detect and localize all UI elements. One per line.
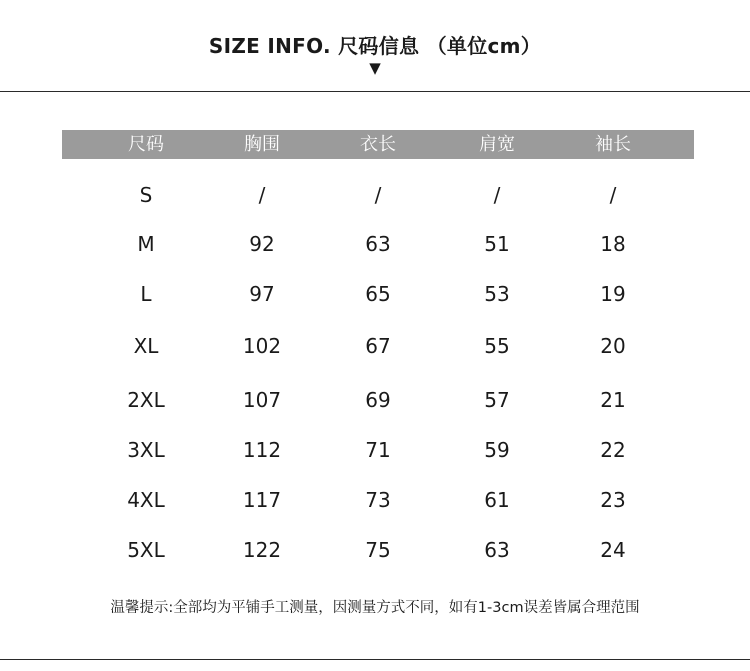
table-cell: 20 — [600, 334, 626, 358]
table-cell: 53 — [484, 282, 510, 306]
table-row — [62, 331, 694, 361]
column-header-length: 衣长 — [360, 134, 396, 155]
measurement-note: 温馨提示:全部均为平铺手工测量，因测量方式不同，如有1-3cm误差皆属合理范围 — [110, 600, 640, 616]
table-cell: 4XL — [127, 488, 165, 512]
table-row — [62, 180, 694, 210]
table-row — [62, 229, 694, 259]
table-cell: 51 — [484, 232, 510, 256]
table-cell: 22 — [600, 438, 626, 462]
table-cell: / — [258, 183, 266, 207]
table-cell: 21 — [600, 388, 626, 412]
table-cell: 97 — [249, 282, 275, 306]
table-cell: 61 — [484, 488, 510, 512]
table-row — [62, 485, 694, 515]
column-header-chest: 胸围 — [244, 134, 280, 155]
table-cell: 2XL — [127, 388, 165, 412]
page-title: SIZE INFO. 尺码信息 （单位cm） — [208, 34, 542, 58]
table-cell: 18 — [600, 232, 626, 256]
table-row — [62, 435, 694, 465]
column-header-size: 尺码 — [128, 134, 164, 155]
table-cell: 19 — [600, 282, 626, 306]
table-cell: 63 — [365, 232, 391, 256]
table-cell: 67 — [365, 334, 391, 358]
table-cell: 65 — [365, 282, 391, 306]
table-cell: 73 — [365, 488, 391, 512]
table-cell: / — [493, 183, 501, 207]
table-cell: / — [609, 183, 617, 207]
table-cell: 102 — [242, 334, 282, 358]
table-cell: 5XL — [127, 538, 165, 562]
table-cell: 107 — [242, 388, 282, 412]
table-row — [62, 535, 694, 565]
table-cell: 71 — [365, 438, 391, 462]
size-table — [62, 130, 694, 562]
bottom-divider — [0, 659, 750, 660]
table-cell: L — [140, 282, 152, 306]
table-cell: S — [139, 183, 153, 207]
table-header-row — [62, 130, 694, 159]
top-divider — [0, 91, 750, 92]
table-cell: 122 — [242, 538, 282, 562]
table-cell: 69 — [365, 388, 391, 412]
table-cell: 57 — [484, 388, 510, 412]
down-arrow-icon: ▼ — [369, 59, 381, 77]
column-header-shoulder: 肩宽 — [479, 134, 515, 155]
table-cell: 59 — [484, 438, 510, 462]
table-cell: 92 — [249, 232, 275, 256]
table-cell: 112 — [242, 438, 282, 462]
table-row — [62, 385, 694, 415]
table-cell: 63 — [484, 538, 510, 562]
table-cell: 3XL — [127, 438, 165, 462]
table-row — [62, 279, 694, 309]
table-cell: 117 — [242, 488, 282, 512]
table-cell: M — [137, 232, 155, 256]
table-cell: 55 — [484, 334, 510, 358]
table-cell: XL — [133, 334, 159, 358]
table-cell: 75 — [365, 538, 391, 562]
table-cell: / — [374, 183, 382, 207]
table-cell: 23 — [600, 488, 626, 512]
table-cell: 24 — [600, 538, 626, 562]
column-header-sleeve: 袖长 — [595, 134, 631, 155]
